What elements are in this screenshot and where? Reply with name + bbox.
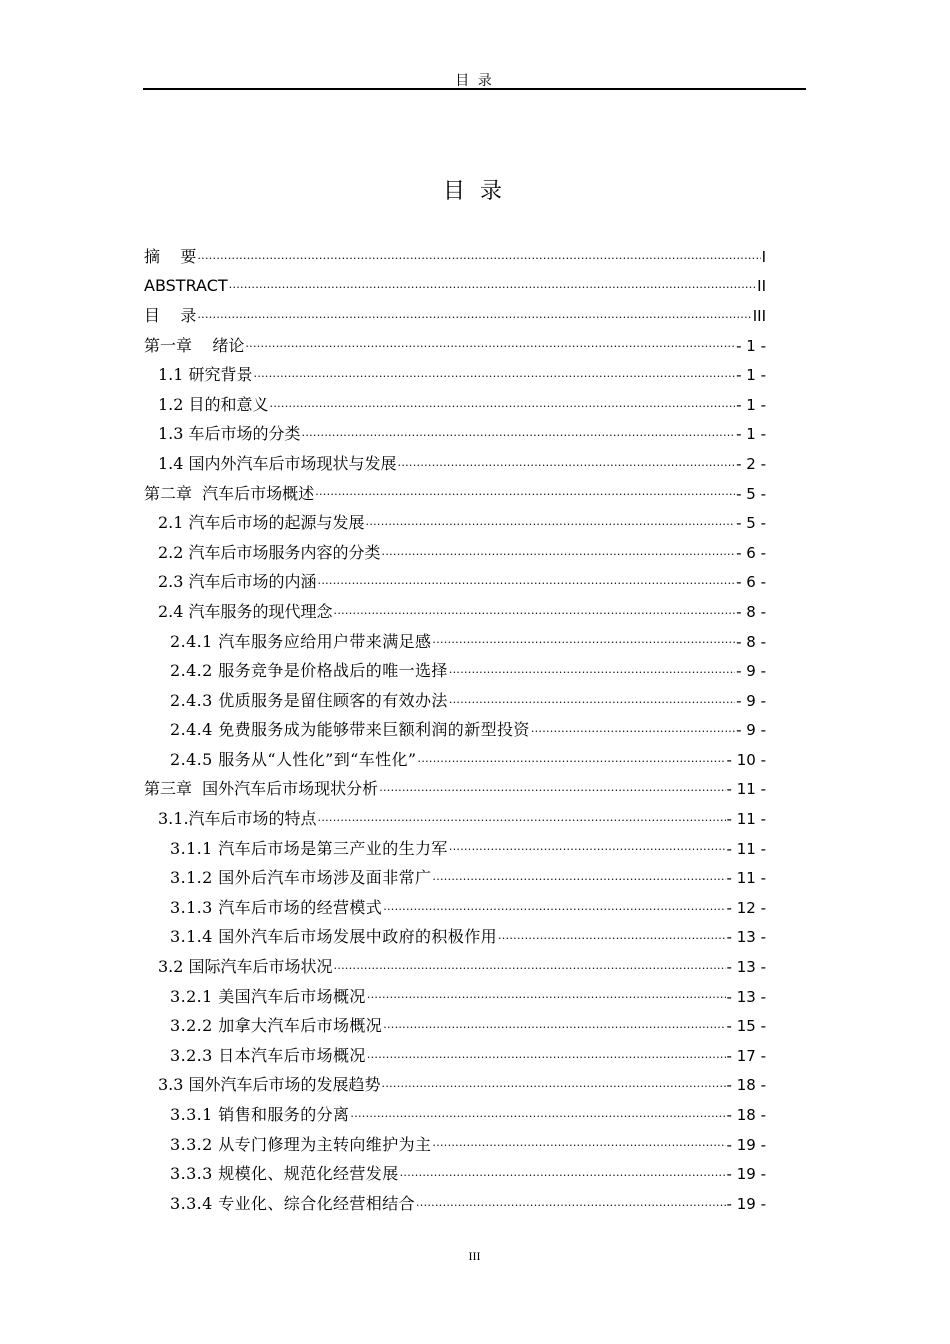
- toc-entry-page: - 6 -: [736, 543, 766, 562]
- toc-entry[interactable]: [0, 479, 766, 509]
- toc-entry-page: - 8 -: [736, 602, 766, 621]
- toc-entry-page: - 15 -: [726, 1017, 766, 1036]
- toc-dot-leader: [367, 985, 726, 1011]
- toc-dot-leader: [197, 305, 751, 331]
- toc-entry[interactable]: [0, 508, 766, 538]
- toc-dot-leader: [398, 453, 736, 479]
- toc-entry[interactable]: [0, 568, 766, 598]
- toc-entry-page: - 8 -: [736, 632, 766, 651]
- toc-entry-page: - 2 -: [736, 454, 766, 473]
- toc-dot-leader: [254, 364, 736, 390]
- toc-dot-leader: [400, 1163, 726, 1189]
- toc-dot-leader: [418, 749, 726, 775]
- toc-entry[interactable]: [0, 627, 766, 657]
- toc-entry[interactable]: [0, 745, 766, 775]
- toc-entry[interactable]: [0, 331, 766, 361]
- toc-entry[interactable]: [0, 923, 766, 953]
- toc-dot-leader: [245, 334, 735, 360]
- toc-entry-page: - 11 -: [726, 839, 766, 858]
- toc-entry-page: - 13 -: [726, 958, 766, 977]
- toc-entry[interactable]: [0, 863, 766, 893]
- toc-entry-label: 3.1.1 汽车后市场是第三产业的生力军: [170, 838, 448, 858]
- toc-dot-leader: [367, 1045, 726, 1071]
- toc-entry-label: 1.1 研究背景: [158, 365, 253, 385]
- toc-entry-page: - 19 -: [726, 1165, 766, 1184]
- header-rule: [143, 88, 806, 90]
- toc-entry[interactable]: [0, 272, 766, 302]
- toc-entry-page: - 5 -: [736, 514, 766, 533]
- toc-entry[interactable]: [0, 656, 766, 686]
- toc-dot-leader: [449, 660, 735, 686]
- toc-entry[interactable]: [0, 420, 766, 450]
- toc-dot-leader: [382, 542, 736, 568]
- toc-entry-page: - 13 -: [726, 928, 766, 947]
- footer-page-number: III: [468, 1249, 481, 1263]
- toc-dot-leader: [449, 690, 735, 716]
- toc-entry-label: 3.2.3 日本汽车后市场概况: [170, 1045, 366, 1065]
- toc-entry[interactable]: [0, 1071, 766, 1101]
- toc-entry-label: 3.3.1 销售和服务的分离: [170, 1105, 350, 1125]
- toc-entry[interactable]: [0, 982, 766, 1012]
- toc-entry-page: - 11 -: [726, 869, 766, 888]
- toc-dot-leader: [432, 630, 735, 656]
- toc-entry-label: 3.2 国际汽车后市场状况: [158, 957, 333, 977]
- toc-dot-leader: [432, 867, 725, 893]
- toc-entry-page: - 18 -: [726, 1076, 766, 1095]
- toc-dot-leader: [270, 394, 736, 420]
- toc-entry-page: - 1 -: [736, 395, 766, 414]
- toc-entry-page: - 9 -: [736, 721, 766, 740]
- toc-entry-page: - 1 -: [736, 425, 766, 444]
- toc-entry[interactable]: [0, 804, 766, 834]
- toc-entry-label: 3.2.1 美国汽车后市场概况: [170, 986, 366, 1006]
- toc-entry[interactable]: [0, 597, 766, 627]
- toc-entry-label: 1.4 国内外汽车后市场现状与发展: [158, 453, 397, 473]
- toc-entry-page: III: [752, 306, 766, 325]
- toc-entry-label: 3.1.2 国外后汽车市场涉及面非常广: [170, 868, 432, 888]
- toc-entry-page: - 18 -: [726, 1106, 766, 1125]
- toc-entry-label: 2.3 汽车后市场的内涵: [158, 572, 317, 592]
- toc-entry-page: - 17 -: [726, 1046, 766, 1065]
- toc-entry[interactable]: [0, 1189, 766, 1219]
- toc-dot-leader: [379, 778, 725, 804]
- toc-entry-page: - 10 -: [726, 750, 766, 769]
- toc-entry[interactable]: [0, 716, 766, 746]
- toc-entry[interactable]: [0, 893, 766, 923]
- toc-dot-leader: [315, 482, 735, 508]
- toc-dot-leader: [302, 423, 736, 449]
- toc-entry-label: ABSTRACT: [144, 276, 228, 296]
- toc-entry-label: 3.3 国外汽车后市场的发展趋势: [158, 1075, 381, 1095]
- toc-entry-label: 摘 要: [144, 246, 197, 266]
- toc-entry-page: - 6 -: [736, 573, 766, 592]
- toc-entry[interactable]: [0, 449, 766, 479]
- toc-entry-page: - 11 -: [726, 780, 766, 799]
- toc-entry[interactable]: [0, 242, 766, 272]
- page-title: 目 录: [443, 179, 506, 204]
- toc-entry-label: 2.2 汽车后市场服务内容的分类: [158, 542, 381, 562]
- toc-entry-page: - 11 -: [726, 810, 766, 829]
- toc-entry-label: 目 录: [144, 305, 197, 325]
- toc-entry-page: - 13 -: [726, 987, 766, 1006]
- toc-dot-leader: [383, 897, 725, 923]
- toc-entry[interactable]: [0, 1159, 766, 1189]
- toc-entry-label: 第一章 绪论: [144, 335, 245, 355]
- toc-entry-label: 3.3.3 规模化、规范化经营发展: [170, 1164, 399, 1184]
- toc-entry-label: 2.4.2 服务竞争是价格战后的唯一选择: [170, 661, 448, 681]
- toc-entry-page: - 1 -: [736, 366, 766, 385]
- toc-dot-leader: [334, 956, 726, 982]
- toc-entry-page: I: [761, 247, 766, 266]
- toc-entry-label: 2.4.1 汽车服务应给用户带来满足感: [170, 631, 432, 651]
- toc-dot-leader: [432, 1133, 725, 1159]
- toc-entry-page: - 9 -: [736, 691, 766, 710]
- table-of-contents: [0, 242, 950, 1219]
- toc-entry-page: - 19 -: [726, 1194, 766, 1213]
- toc-entry[interactable]: [0, 686, 766, 716]
- toc-dot-leader: [383, 1015, 725, 1041]
- toc-entry[interactable]: [0, 360, 766, 390]
- toc-entry-label: 2.4 汽车服务的现代理念: [158, 601, 333, 621]
- toc-entry[interactable]: [0, 952, 766, 982]
- toc-entry-page: - 19 -: [726, 1135, 766, 1154]
- toc-dot-leader: [449, 837, 726, 863]
- toc-entry-label: 3.2.2 加拿大汽车后市场概况: [170, 1016, 383, 1036]
- toc-entry-label: 1.3 车后市场的分类: [158, 424, 301, 444]
- toc-entry[interactable]: [0, 538, 766, 568]
- toc-entry-label: 3.3.2 从专门修理为主转向维护为主: [170, 1134, 432, 1154]
- toc-dot-leader: [350, 1104, 725, 1130]
- toc-entry[interactable]: [0, 834, 766, 864]
- toc-dot-leader: [416, 1193, 726, 1219]
- toc-entry-label: 3.3.4 专业化、综合化经营相结合: [170, 1193, 415, 1213]
- toc-entry[interactable]: [0, 1100, 766, 1130]
- toc-entry-page: - 9 -: [736, 662, 766, 681]
- toc-entry[interactable]: [0, 1011, 766, 1041]
- toc-entry[interactable]: [0, 301, 766, 331]
- toc-dot-leader: [197, 246, 760, 272]
- toc-entry-label: 3.1.3 汽车后市场的经营模式: [170, 897, 383, 917]
- toc-dot-leader: [382, 1074, 726, 1100]
- toc-entry[interactable]: [0, 1130, 766, 1160]
- toc-entry-page: - 1 -: [736, 336, 766, 355]
- toc-dot-leader: [334, 601, 736, 627]
- toc-entry[interactable]: [0, 1041, 766, 1071]
- toc-entry-label: 第三章 国外汽车后市场现状分析: [144, 779, 379, 799]
- toc-dot-leader: [498, 926, 726, 952]
- toc-entry[interactable]: [0, 390, 766, 420]
- toc-dot-leader: [366, 512, 736, 538]
- toc-dot-leader: [318, 808, 726, 834]
- toc-entry-page: - 12 -: [726, 898, 766, 917]
- toc-dot-leader: [531, 719, 735, 745]
- toc-entry-label: 1.2 目的和意义: [158, 394, 269, 414]
- toc-entry-label: 2.1 汽车后市场的起源与发展: [158, 513, 365, 533]
- toc-entry-label: 2.4.5 服务从“人性化”到“车性化”: [170, 749, 417, 769]
- toc-dot-leader: [318, 571, 736, 597]
- toc-entry[interactable]: [0, 775, 766, 805]
- toc-entry-label: 3.1.汽车后市场的特点: [158, 809, 317, 829]
- toc-entry-label: 2.4.3 优质服务是留住顾客的有效办法: [170, 690, 448, 710]
- toc-entry-label: 第二章 汽车后市场概述: [144, 483, 315, 503]
- toc-entry-page: - 5 -: [736, 484, 766, 503]
- toc-dot-leader: [229, 275, 756, 301]
- toc-entry-page: II: [757, 277, 766, 296]
- toc-entry-label: 2.4.4 免费服务成为能够带来巨额利润的新型投资: [170, 720, 530, 740]
- toc-entry-label: 3.1.4 国外汽车后市场发展中政府的积极作用: [170, 927, 497, 947]
- running-header: 目 录: [455, 73, 494, 89]
